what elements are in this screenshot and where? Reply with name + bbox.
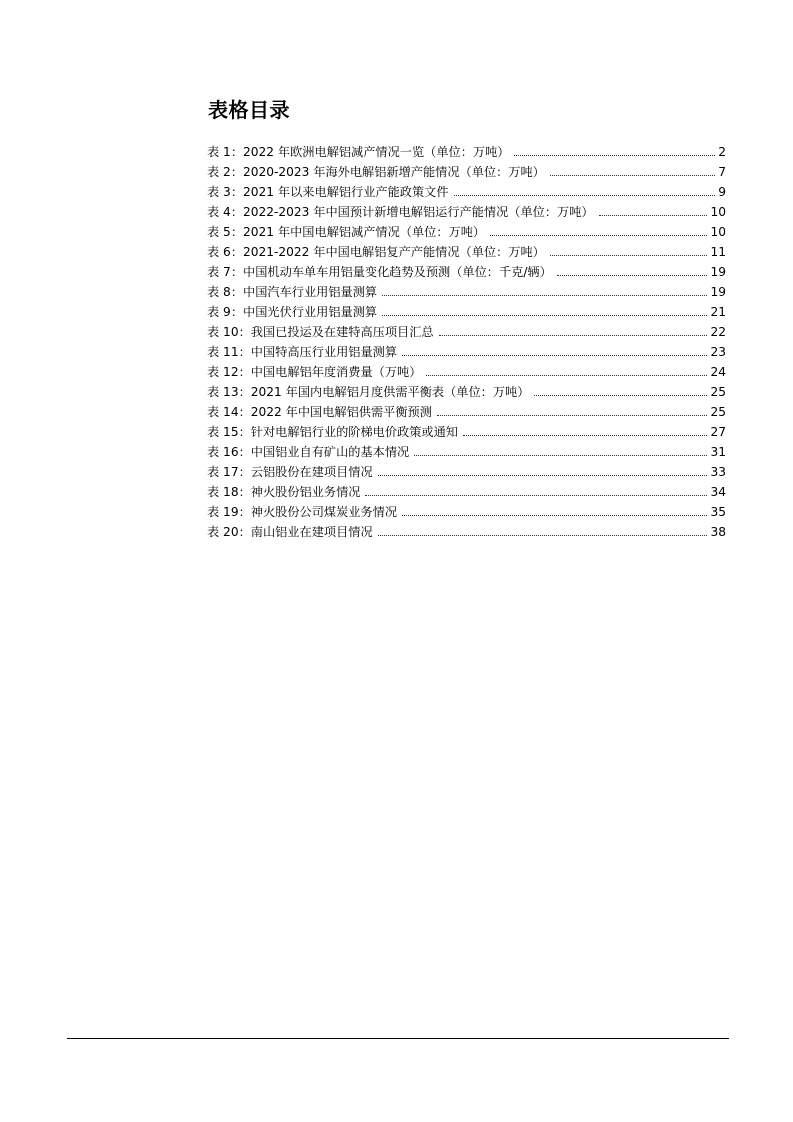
toc-entry-page: 19	[710, 285, 726, 299]
toc-entry-label: 表 5：2021 年中国电解铝减产情况（单位：万吨）	[207, 225, 486, 239]
toc-entry-label: 表 3：2021 年以来电解铝行业产能政策文件	[207, 185, 449, 199]
toc-entry-page: 2	[718, 145, 726, 159]
page-title: 表格目录	[208, 98, 290, 122]
dot-leader	[534, 395, 707, 396]
dot-leader	[414, 455, 707, 456]
footer-divider	[67, 1038, 729, 1039]
toc-entry-label: 表 10：我国已投运及在建特高压项目汇总	[207, 325, 434, 339]
toc-entry-page: 7	[718, 165, 726, 179]
toc-entry[interactable]	[207, 322, 726, 342]
toc-entry[interactable]	[207, 222, 726, 242]
toc-entry[interactable]	[207, 402, 726, 422]
toc-entry-label: 表 16：中国铝业自有矿山的基本情况	[207, 445, 410, 459]
toc-entry-label: 表 13：2021 年国内电解铝月度供需平衡表（单位：万吨）	[207, 385, 530, 399]
dot-leader	[382, 295, 707, 296]
toc-entry-page: 25	[710, 405, 726, 419]
toc-entry[interactable]	[207, 242, 726, 262]
toc-entry-page: 10	[710, 205, 726, 219]
toc-entry-page: 27	[710, 425, 726, 439]
dot-leader	[490, 235, 707, 236]
toc-entry[interactable]	[207, 202, 726, 222]
toc-entry-page: 24	[710, 365, 726, 379]
toc-entry-label: 表 18：神火股份铝业务情况	[207, 485, 361, 499]
toc-entry[interactable]	[207, 342, 726, 362]
toc-entry[interactable]	[207, 262, 726, 282]
toc-entry-label: 表 14：2022 年中国电解铝供需平衡预测	[207, 405, 432, 419]
toc-entry-label: 表 12：中国电解铝年度消费量（万吨）	[207, 365, 422, 379]
toc-entry-page: 21	[710, 305, 726, 319]
toc-entry-page: 23	[710, 345, 726, 359]
toc-entry[interactable]	[207, 182, 726, 202]
dot-leader	[550, 175, 715, 176]
toc-entry-label: 表 17：云铝股份在建项目情况	[207, 465, 373, 479]
dot-leader	[514, 155, 715, 156]
dot-leader	[437, 415, 708, 416]
toc-entry-label: 表 4：2022-2023 年中国预计新增电解铝运行产能情况（单位：万吨）	[207, 205, 594, 219]
toc-entry[interactable]	[207, 482, 726, 502]
toc-entry-label: 表 20：南山铝业在建项目情况	[207, 525, 373, 539]
toc-entry-page: 22	[710, 325, 726, 339]
dot-leader	[454, 195, 716, 196]
toc-entry[interactable]	[207, 502, 726, 522]
toc-entry-page: 35	[710, 505, 726, 519]
toc-entry-page: 38	[710, 525, 726, 539]
toc-entry-label: 表 7：中国机动车单车用铝量变化趋势及预测（单位：千克/辆）	[207, 265, 552, 279]
toc-entry-label: 表 15：针对电解铝行业的阶梯电价政策或通知	[207, 425, 458, 439]
toc-entry-label: 表 2：2020-2023 年海外电解铝新增产能情况（单位：万吨）	[207, 165, 545, 179]
table-of-tables	[207, 142, 726, 542]
toc-entry-label: 表 11：中国特高压行业用铝量测算	[207, 345, 398, 359]
toc-entry[interactable]	[207, 282, 726, 302]
dot-leader	[402, 515, 707, 516]
toc-entry-page: 11	[710, 245, 726, 259]
toc-entry-page: 10	[710, 225, 726, 239]
toc-entry[interactable]	[207, 302, 726, 322]
dot-leader	[439, 335, 708, 336]
dot-leader	[550, 255, 708, 256]
toc-entry-label: 表 1：2022 年欧洲电解铝减产情况一览（单位：万吨）	[207, 145, 510, 159]
toc-entry-page: 34	[710, 485, 726, 499]
toc-entry[interactable]	[207, 162, 726, 182]
dot-leader	[599, 215, 708, 216]
toc-entry-page: 9	[718, 185, 726, 199]
dot-leader	[426, 375, 707, 376]
toc-entry-page: 33	[710, 465, 726, 479]
toc-entry[interactable]	[207, 462, 726, 482]
toc-entry[interactable]	[207, 442, 726, 462]
dot-leader	[378, 475, 708, 476]
dot-leader	[382, 315, 707, 316]
toc-entry[interactable]	[207, 142, 726, 162]
toc-entry[interactable]	[207, 522, 726, 542]
dot-leader	[402, 355, 707, 356]
toc-entry-label: 表 6：2021-2022 年中国电解铝复产产能情况（单位：万吨）	[207, 245, 545, 259]
toc-entry-label: 表 9：中国光伏行业用铝量测算	[207, 305, 378, 319]
dot-leader	[463, 435, 708, 436]
toc-entry-label: 表 19：神火股份公司煤炭业务情况	[207, 505, 398, 519]
toc-entry-label: 表 8：中国汽车行业用铝量测算	[207, 285, 378, 299]
toc-entry-page: 31	[710, 445, 726, 459]
toc-entry[interactable]	[207, 362, 726, 382]
toc-entry[interactable]	[207, 382, 726, 402]
dot-leader	[557, 275, 708, 276]
toc-entry-page: 19	[710, 265, 726, 279]
dot-leader	[365, 495, 707, 496]
toc-entry-page: 25	[710, 385, 726, 399]
toc-entry[interactable]	[207, 422, 726, 442]
dot-leader	[378, 535, 708, 536]
